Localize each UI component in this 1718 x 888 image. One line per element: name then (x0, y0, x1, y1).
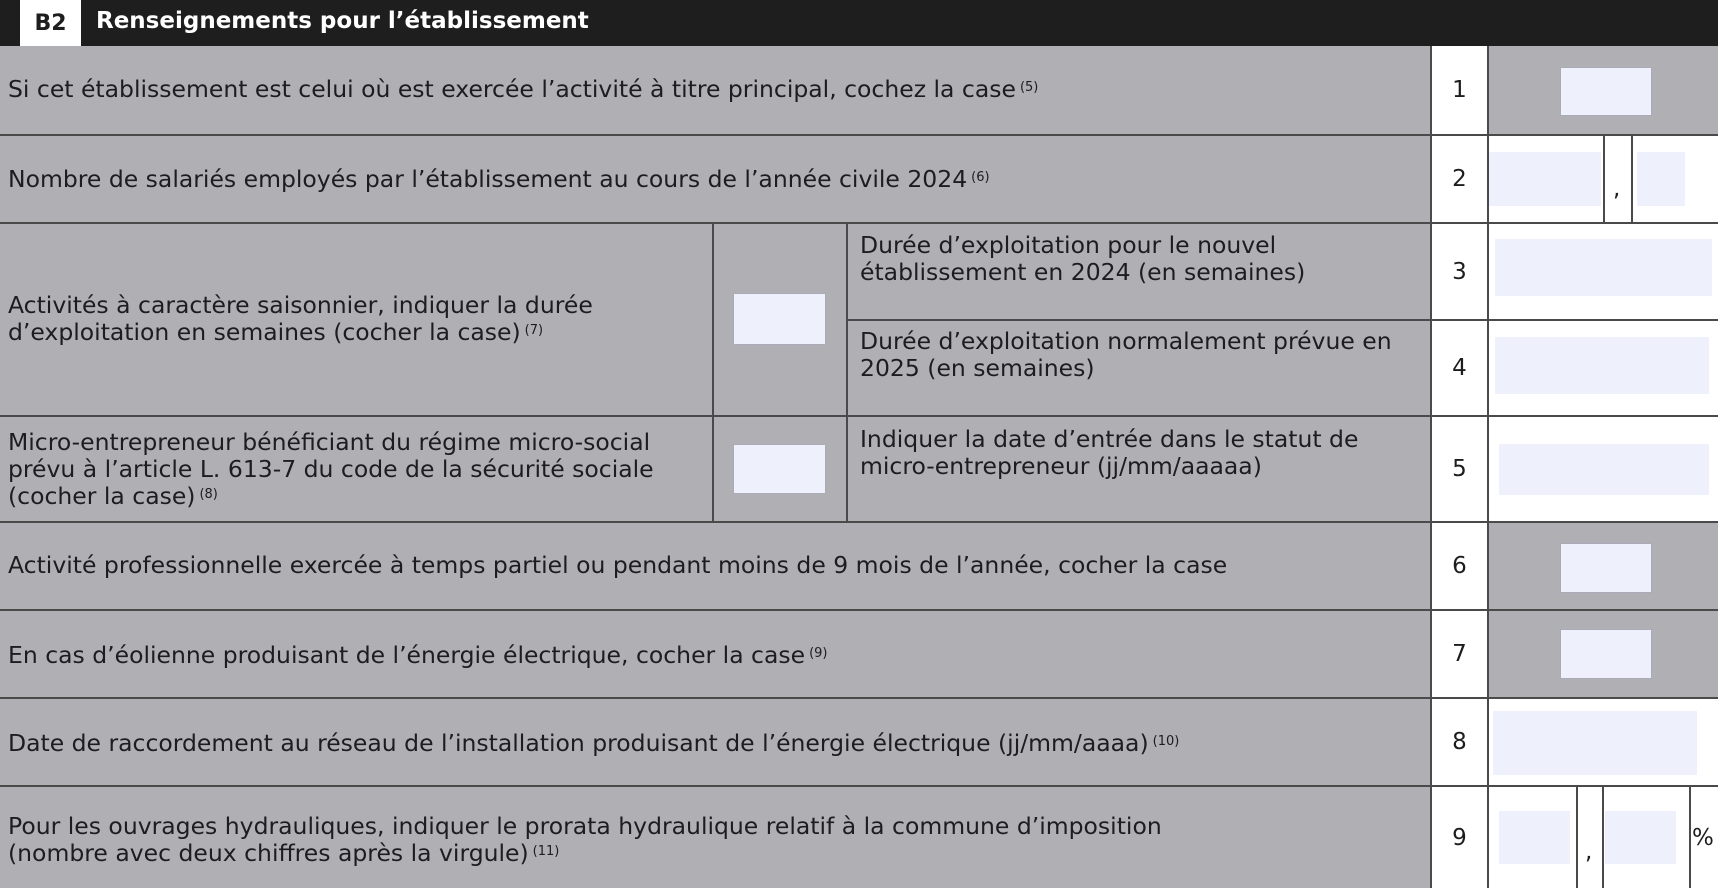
row-3-input-area (1489, 224, 1718, 321)
row-2 (0, 136, 1430, 224)
footnote-ref: (11) (532, 844, 560, 859)
operating-weeks-2025-field[interactable] (1495, 337, 1709, 394)
row-9-input-area (1489, 787, 1718, 888)
hydraulic-prorata-decimal-field[interactable] (1605, 811, 1676, 864)
field-divider (1631, 136, 1633, 222)
row-divider (848, 319, 1430, 321)
wind-turbine-checkbox[interactable] (1560, 629, 1652, 679)
field-divider (1602, 787, 1604, 888)
seasonal-label: Activités à caractère saisonnier, indiquer la durée d’exploitation en semaines (cocher la case) $^{(7)}$ (8, 291, 593, 346)
section-code: B2 (20, 0, 81, 46)
row-9 (0, 787, 1430, 888)
footnote-ref: (6) (971, 170, 990, 185)
line-number-3: 3 (1430, 224, 1489, 321)
field-divider (1576, 787, 1578, 888)
hydraulic-prorata-integer-field[interactable] (1499, 811, 1570, 864)
operating-weeks-2024-field[interactable] (1495, 239, 1712, 296)
row-8 (0, 699, 1430, 787)
seasonal-block (0, 224, 1430, 417)
row-7 (0, 611, 1430, 699)
row-5-label: Indiquer la date d’entrée dans le statut de micro-entrepreneur (jj/mm/aaaaa) (860, 425, 1359, 480)
micro-entrepreneur-date-field[interactable] (1499, 444, 1709, 495)
footnote-ref: (5) (1019, 80, 1039, 95)
line-number-7: 7 (1430, 611, 1489, 699)
micro-entrepreneur-block (0, 417, 1430, 523)
footnote-ref: (9) (809, 646, 828, 661)
column-divider (846, 417, 848, 521)
row-2-input-area (1489, 136, 1718, 224)
row-2-label: Nombre de salariés employés par l’établissement au cours de l’année civile 2024 $^{(6)}$ (8, 165, 990, 193)
seasonal-activity-checkbox[interactable] (733, 293, 826, 345)
row-1 (0, 46, 1430, 136)
row-4-input-area (1489, 321, 1718, 417)
row-7-label: En cas d’éolienne produisant de l’énergie électrique, cocher la case $^{(9)}$ (8, 641, 828, 669)
row-8-label: Date de raccordement au réseau de l’installation produisant de l’énergie électrique (jj/mm/aaaa) $^{(10)}$ (8, 729, 1180, 757)
line-number-5: 5 (1430, 417, 1489, 523)
row-6-label: Activité professionnelle exercée à temps partiel ou pendant moins de 9 mois de l’année, cocher la case (8, 551, 1228, 579)
footnote-ref: (8) (199, 487, 218, 502)
grid-connection-date-field[interactable] (1493, 711, 1697, 775)
row-1-label: Si cet établissement est celui où est exercée l’activité à titre principal, cochez la case $^{(5)}$ (8, 75, 1039, 103)
row-1-input-area (1489, 46, 1718, 136)
line-number-1: 1 (1430, 46, 1489, 136)
line-number-9: 9 (1430, 787, 1489, 888)
footnote-ref: (10) (1152, 734, 1180, 749)
line-number-8: 8 (1430, 699, 1489, 787)
footnote-ref: (7) (524, 323, 544, 338)
decimal-comma: , (1585, 839, 1593, 865)
micro-entrepreneur-label: Micro-entrepreneur bénéficiant du régime micro-social prévu à l’article L. 613-7 du code de la sécurité sociale (cocher la case) $^{(8)}$ (8, 428, 654, 510)
row-9-label: Pour les ouvrages hydrauliques, indiquer le prorata hydraulique relatif à la commune d’imposition (nombre avec deux chiffres après la virgule) $^{(11)}$ (8, 812, 1162, 867)
line-number-2: 2 (1430, 136, 1489, 224)
percent-unit: % (1692, 825, 1714, 851)
line-number-4: 4 (1430, 321, 1489, 417)
employees-integer-field[interactable] (1489, 152, 1601, 206)
line-number-6: 6 (1430, 523, 1489, 611)
column-divider (712, 417, 714, 521)
row-6-input-area (1489, 523, 1718, 611)
employees-decimal-field[interactable] (1637, 152, 1685, 206)
row-7-input-area (1489, 611, 1718, 699)
part-time-activity-checkbox[interactable] (1560, 543, 1652, 593)
section-title: Renseignements pour l’établissement (96, 8, 589, 34)
field-divider (1603, 136, 1605, 222)
row-4-label: Durée d’exploitation normalement prévue en 2025 (en semaines) (860, 327, 1392, 382)
micro-entrepreneur-checkbox[interactable] (733, 444, 826, 494)
row-5-input-area (1489, 417, 1718, 523)
row-8-input-area (1489, 699, 1718, 787)
field-divider (1689, 787, 1691, 888)
principal-activity-checkbox[interactable] (1560, 67, 1652, 116)
row-6 (0, 523, 1430, 611)
row-3-label: Durée d’exploitation pour le nouvel établissement en 2024 (en semaines) (860, 231, 1306, 286)
column-divider (712, 224, 714, 415)
decimal-comma: , (1613, 176, 1621, 202)
